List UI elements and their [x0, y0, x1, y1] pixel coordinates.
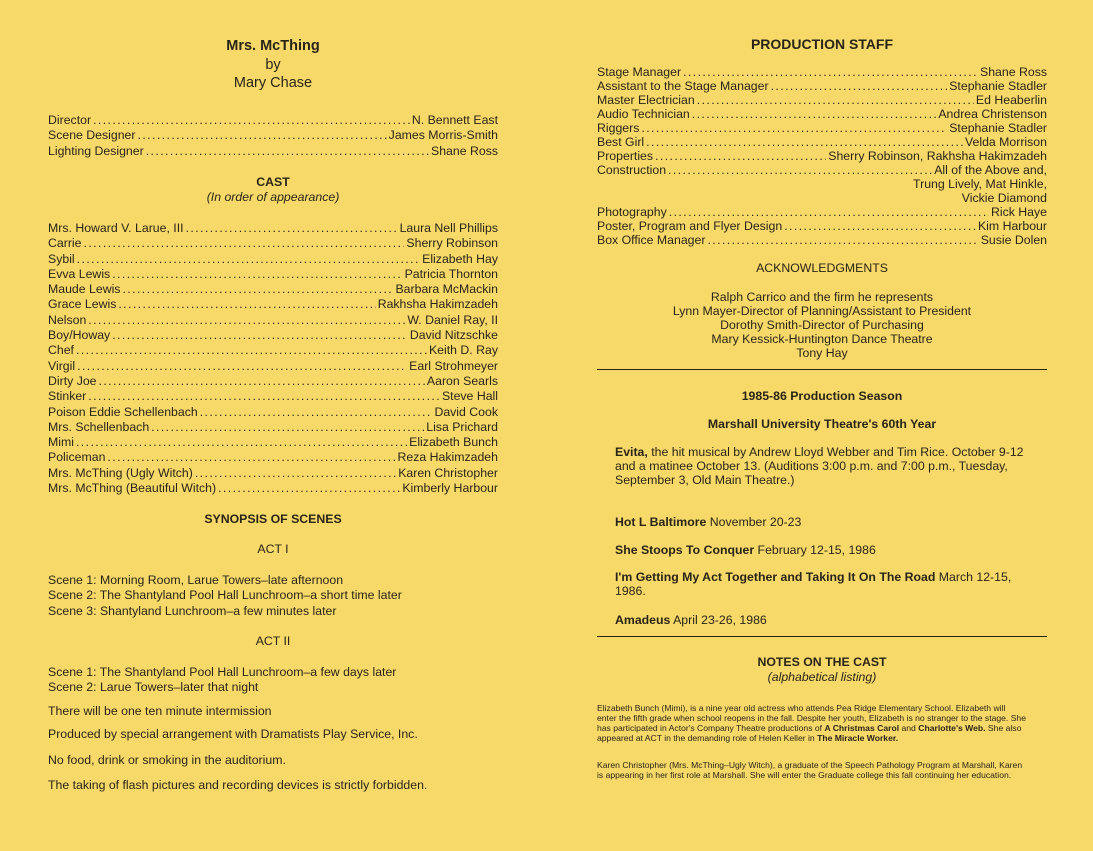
staff-row: Audio Technician . . . Andrea Christenson — [597, 107, 1047, 121]
staff-row: Photography . . . Rick Haye — [597, 205, 1047, 219]
cast-note-christopher: Karen Christopher (Mrs. McThing–Ugly Witch), a graduate of the Speech Pathology Program at Marshall, Karen is appearing in her first role at Marshall. She will enter the Graduate college this fall continuing her education. — [597, 760, 1023, 780]
play-title: Mrs. McThing — [226, 38, 320, 54]
cast-row: Mrs. McThing (Beautiful Witch) . . . Kimberly Harbour — [48, 481, 498, 496]
ack-line: Dorothy Smith-Director of Purchasing — [720, 318, 924, 332]
staff-row: Director . . . N. Bennett East — [48, 113, 498, 128]
cast-subheading: (In order of appearance) — [206, 190, 340, 204]
staff-row: Stage Manager . . . Shane Ross — [597, 65, 1047, 79]
scene-line: Scene 1: The Shantyland Pool Hall Lunchroom–a few days later — [48, 665, 397, 679]
ack-line: Mary Kessick-Huntington Dance Theatre — [711, 332, 933, 346]
play-by: by — [265, 57, 281, 73]
season-amadeus: Amadeus April 23-26, 1986 — [615, 613, 767, 627]
scene-line: Scene 1: Morning Room, Larue Towers–late afternoon — [48, 573, 344, 587]
season-hotl: Hot L Baltimore November 20-23 — [615, 515, 802, 529]
cast-heading: CAST — [256, 175, 290, 189]
season-heading: 1985-86 Production Season — [741, 389, 903, 403]
notes-subheading: (alphabetical listing) — [767, 670, 877, 684]
season-subheading: Marshall University Theatre's 60th Year — [707, 417, 937, 431]
season-actogether: I'm Getting My Act Together and Taking It On The Road March 12-15, 1986. — [615, 570, 1012, 598]
cast-row: Carrie . . . Sherry Robinson — [48, 236, 498, 251]
note-rights: Produced by special arrangement with Dramatists Play Service, Inc. — [48, 727, 418, 741]
act2-heading: ACT II — [255, 634, 291, 648]
divider — [597, 369, 1047, 370]
cast-row: Dirty Joe . . . Aaron Searls — [48, 374, 498, 389]
ack-list — [597, 290, 1047, 360]
cast-row: Mrs. Howard V. Larue, III . . . Laura Nell Phillips — [48, 221, 498, 236]
cast-row: Stinker . . . Steve Hall — [48, 389, 498, 404]
act1-scenes — [48, 573, 498, 619]
note-flash: The taking of flash pictures and recording devices is strictly forbidden. — [48, 778, 428, 792]
creative-staff-list — [48, 113, 498, 159]
production-staff-list — [597, 65, 1047, 247]
cast-row: Policeman . . . Reza Hakimzadeh — [48, 450, 498, 465]
cast-row: Virgil . . . Earl Strohmeyer — [48, 359, 498, 374]
scene-line: Scene 2: Larue Towers–later that night — [48, 680, 259, 695]
cast-row: Mrs. Schellenbach . . . Lisa Prichard — [48, 420, 498, 435]
cast-row: Mimi . . . Elizabeth Bunch — [48, 435, 498, 450]
staff-row: Best Girl . . . Velda Morrison — [597, 135, 1047, 149]
ack-line: Tony Hay — [796, 346, 848, 360]
cast-note-bunch: Elizabeth Bunch (Mimi), is a nine year old actress who attends Pea Ridge Elementary School. Elizabeth will enter the fifth grade when school reopens in the fall. Despite her youth, Elizabeth is no stranger to the stage. She has participated in Actor's Company Theatre productions of A Christmas Carol and Charlotte's Web. She also appeared at ACT in the demanding role of Helen Keller in The Miracle Worker. — [597, 703, 1026, 743]
staff-row: Scene Designer . . . James Morris-Smith — [48, 128, 498, 143]
cast-row: Boy/Howay . . . David Nitzschke — [48, 328, 498, 343]
cast-row: Mrs. McThing (Ugly Witch) . . . Karen Christopher — [48, 466, 498, 481]
act2-scenes — [48, 665, 498, 696]
cast-row: Sybil . . . Elizabeth Hay — [48, 252, 498, 267]
cast-row: Nelson . . . W. Daniel Ray, II — [48, 313, 498, 328]
construction-extra-2: Vickie Diamond — [961, 191, 1047, 205]
ack-line: Lynn Mayer-Director of Planning/Assistant to President — [672, 304, 972, 318]
ack-line: Ralph Carrico and the firm he represents — [710, 290, 934, 304]
staff-row: Properties . . . Sherry Robinson, Rakhsha Hakimzadeh — [597, 149, 1047, 163]
cast-row: Grace Lewis . . . Rakhsha Hakimzadeh — [48, 297, 498, 312]
season-stoops: She Stoops To Conquer February 12-15, 1986 — [615, 543, 876, 557]
cast-row: Poison Eddie Schellenbach . . . David Cook — [48, 405, 498, 420]
synopsis-heading: SYNOPSIS OF SCENES — [204, 512, 342, 526]
construction-extra-1: Trung Lively, Mat Hinkle, — [913, 177, 1047, 191]
staff-row: Lighting Designer . . . Shane Ross — [48, 144, 498, 159]
production-heading: PRODUCTION STAFF — [750, 36, 894, 52]
play-author: Mary Chase — [233, 75, 313, 91]
note-intermission: There will be one ten minute intermission — [48, 704, 272, 718]
divider — [597, 636, 1047, 637]
notes-heading: NOTES ON THE CAST — [757, 655, 887, 669]
season-evita: Evita, the hit musical by Andrew Lloyd Webber and Tim Rice. October 9-12 and a matinee October 13. (Auditions 3:00 p.m. and 7:00 p.m., Tuesday, September 3, Old Main Theatre.) — [615, 445, 1024, 487]
cast-row: Evva Lewis . . . Patricia Thornton — [48, 267, 498, 282]
scene-line: Scene 3: Shantyland Lunchroom–a few minutes later — [48, 603, 337, 618]
act1-heading: ACT I — [257, 542, 289, 556]
staff-row: Assistant to the Stage Manager . . . Stephanie Stadler — [597, 79, 1047, 93]
staff-row: Poster, Program and Flyer Design . . . Kim Harbour — [597, 219, 1047, 233]
cast-row: Chef . . . Keith D. Ray — [48, 343, 498, 358]
staff-row: Construction . . . All of the Above and, — [597, 163, 1047, 177]
staff-row: Master Electrician . . . Ed Heaberlin — [597, 93, 1047, 107]
note-food: No food, drink or smoking in the auditorium. — [48, 753, 286, 767]
staff-row: Box Office Manager . . . Susie Dolen — [597, 233, 1047, 247]
cast-row: Maude Lewis . . . Barbara McMackin — [48, 282, 498, 297]
scene-line: Scene 2: The Shantyland Pool Hall Lunchroom–a short time later — [48, 588, 402, 603]
ack-heading: ACKNOWLEDGMENTS — [756, 261, 888, 275]
cast-list — [48, 221, 498, 496]
staff-row: Riggers . . . Stephanie Stadler — [597, 121, 1047, 135]
